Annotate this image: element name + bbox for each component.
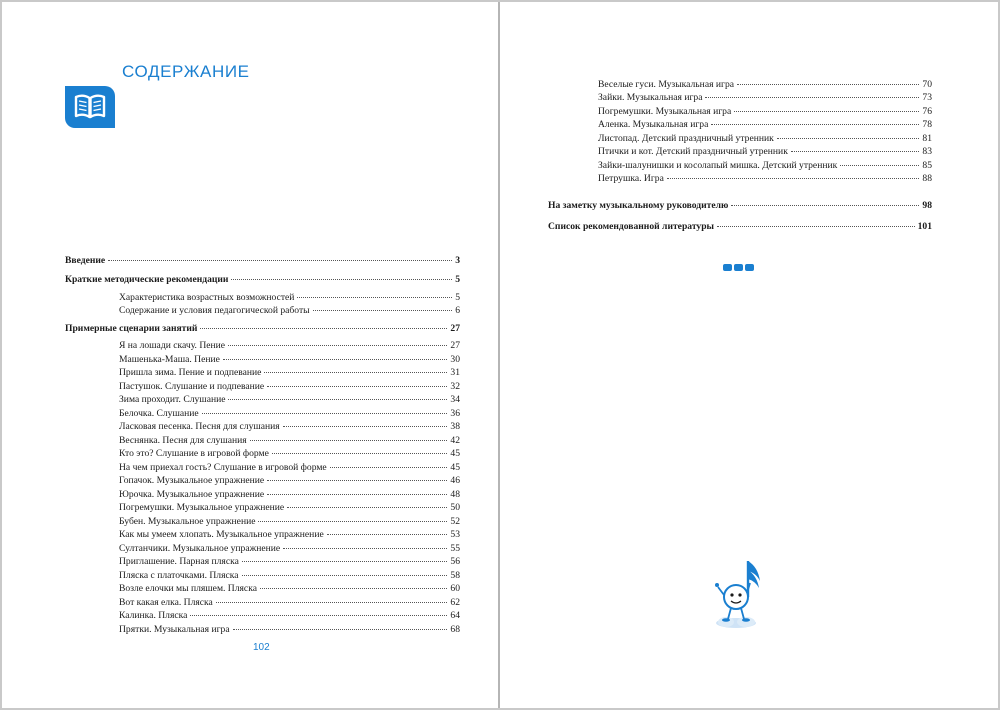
- toc-entry-title: Кто это? Слушание в игровой форме: [119, 448, 269, 460]
- toc-list-right: [598, 78, 932, 186]
- toc-entry-page: 60: [450, 583, 460, 595]
- dot-leader: [267, 494, 447, 495]
- toc-entry-title: Погремушки. Музыкальное упражнение: [119, 502, 285, 514]
- toc-entry[interactable]: [65, 353, 460, 366]
- toc-entry-page: 70: [922, 79, 932, 90]
- toc-entry[interactable]: [598, 172, 932, 185]
- toc-entry[interactable]: [65, 461, 460, 474]
- toc-entry[interactable]: [65, 488, 460, 501]
- dot-leader: [272, 453, 448, 454]
- toc-entry[interactable]: [65, 528, 460, 541]
- dot-leader: [791, 151, 920, 152]
- music-note-mascot-icon: [712, 557, 772, 636]
- toc-entry-page: 5: [455, 274, 460, 286]
- toc-entry-title: Примерные сценарии занятий: [65, 322, 198, 334]
- toc-entry-title: Возле елочки мы пляшем. Пляска: [119, 583, 257, 595]
- toc-entry-page: 38: [450, 421, 460, 433]
- toc-entry-title: Петрушка. Игра: [598, 173, 664, 185]
- dot-leader: [242, 575, 448, 576]
- toc-entry[interactable]: [598, 105, 932, 118]
- toc-entry-page: 32: [450, 380, 460, 392]
- page-title: СОДЕРЖАНИЕ: [122, 62, 250, 81]
- toc-list-left: [65, 254, 460, 636]
- toc-entry-title: Веснянка. Песня для слушания: [119, 434, 247, 446]
- dot-leader: [734, 111, 919, 112]
- toc-entry-title: Краткие методические рекомендации: [65, 274, 229, 286]
- toc-entry[interactable]: [65, 542, 460, 555]
- toc-entry[interactable]: [65, 501, 460, 514]
- toc-entry-page: 31: [450, 367, 460, 379]
- toc-entry-page: 46: [450, 475, 460, 487]
- toc-entry-title: Содержание и условия педагогической работы: [119, 305, 310, 317]
- toc-entry[interactable]: [65, 515, 460, 528]
- toc-entry-title: Вот какая елка. Пляска: [119, 596, 213, 608]
- dot-leader: [260, 588, 447, 589]
- toc-entry-title: Машенька-Маша. Пение: [119, 353, 220, 365]
- toc-entry[interactable]: [598, 91, 932, 104]
- open-book-icon: [65, 86, 115, 128]
- toc-entry-title: Список рекомендованной литературы: [548, 221, 715, 233]
- toc-entry-page: 78: [922, 119, 932, 131]
- toc-entry[interactable]: [65, 322, 460, 335]
- toc-entry[interactable]: [65, 555, 460, 568]
- toc-entry-page: 101: [917, 221, 932, 233]
- dot-leader: [200, 328, 447, 329]
- toc-entry[interactable]: [65, 304, 460, 317]
- toc-entry[interactable]: [65, 434, 460, 447]
- dot-leader: [267, 386, 447, 387]
- toc-entry-title: Гопачок. Музыкальное упражнение: [119, 475, 265, 487]
- toc-entry[interactable]: [65, 474, 460, 487]
- dot-leader: [216, 602, 448, 603]
- dot-leader: [717, 226, 915, 227]
- left-page: [2, 2, 498, 708]
- toc-entry-title: Прятки. Музыкальная игра: [119, 623, 230, 635]
- toc-entry[interactable]: [65, 254, 460, 267]
- toc-entry-page: 76: [922, 105, 932, 117]
- toc-entry-page: 34: [450, 394, 460, 406]
- toc-entry[interactable]: [65, 609, 460, 622]
- toc-entry[interactable]: [65, 623, 460, 636]
- toc-entry[interactable]: [65, 447, 460, 460]
- toc-entry-title: Султанчики. Музыкальное упражнение: [119, 542, 281, 554]
- toc-entry[interactable]: [598, 78, 932, 91]
- toc-entry[interactable]: [65, 273, 460, 286]
- toc-entry-title: На чем приехал гость? Слушание в игровой форме: [119, 461, 327, 473]
- toc-entry-title: Погремушки. Музыкальная игра: [598, 105, 732, 117]
- toc-entry-page: 68: [450, 623, 460, 635]
- toc-entry-title: Зайки. Музыкальная игра: [598, 92, 703, 104]
- toc-entry-page: 83: [922, 146, 932, 158]
- toc-entry-title: Характеристика возрастных возможностей: [119, 291, 295, 303]
- toc-entry-title: Бубен. Музыкальное упражнение: [119, 515, 256, 527]
- toc-entry-page: 30: [450, 353, 460, 365]
- dot-leader: [228, 399, 447, 400]
- dot-leader: [737, 84, 919, 85]
- toc-entry[interactable]: [598, 145, 932, 158]
- toc-entry-page: 27: [450, 340, 460, 352]
- toc-entry-page: 88: [922, 173, 932, 185]
- toc-entry-title: Листопад. Детский праздничный утренник: [598, 132, 774, 144]
- toc-entry[interactable]: [65, 366, 460, 379]
- toc-entry-page: 42: [450, 434, 460, 446]
- toc-entry[interactable]: [65, 569, 460, 582]
- dot-leader: [258, 521, 447, 522]
- toc-entry-page: 52: [450, 515, 460, 527]
- page-number: 102: [253, 642, 270, 653]
- toc-entry-page: 73: [922, 92, 932, 104]
- dot-leader: [297, 297, 452, 298]
- toc-entry[interactable]: [548, 199, 932, 212]
- dot-leader: [283, 426, 448, 427]
- toc-entry-page: 45: [450, 461, 460, 473]
- dot-leader: [267, 480, 447, 481]
- toc-entry[interactable]: [65, 393, 460, 406]
- toc-entry-page: 48: [450, 488, 460, 500]
- toc-entry[interactable]: [598, 132, 932, 145]
- toc-entry-title: На заметку музыкальному руководителю: [548, 200, 729, 211]
- toc-entry-title: Птички и кот. Детский праздничный утренник: [598, 146, 788, 158]
- dot-leader: [840, 165, 919, 166]
- toc-entry[interactable]: [65, 291, 460, 304]
- dot-leader: [287, 507, 447, 508]
- toc-entry-page: 85: [922, 159, 932, 171]
- dot-leader: [242, 561, 448, 562]
- toc-entry-title: Зима проходит. Слушание: [119, 394, 226, 406]
- toc-entry-page: 5: [455, 291, 460, 303]
- toc-entry-title: Юрочка. Музыкальное упражнение: [119, 488, 265, 500]
- dot-leader: [228, 345, 447, 346]
- toc-entry[interactable]: [598, 118, 932, 131]
- toc-entry-title: Белочка. Слушание: [119, 407, 199, 419]
- dot-leader: [223, 359, 448, 360]
- dot-leader: [731, 205, 919, 206]
- toc-entry[interactable]: [65, 596, 460, 609]
- dot-leader: [711, 124, 919, 125]
- dot-leader: [705, 97, 919, 98]
- dot-leader: [233, 629, 448, 630]
- toc-entry-page: 64: [450, 610, 460, 622]
- toc-entry-page: 50: [450, 502, 460, 514]
- toc-entry-page: 27: [450, 322, 460, 334]
- dot-leader: [202, 413, 448, 414]
- toc-entry-page: 62: [450, 596, 460, 608]
- toc-entry-page: 81: [922, 132, 932, 144]
- dot-leader: [250, 440, 448, 441]
- toc-list-right-sections: [548, 199, 932, 234]
- toc-entry-title: Пастушок. Слушание и подпевание: [119, 380, 265, 392]
- dot-leader: [264, 372, 447, 373]
- decorative-bars: [723, 258, 756, 276]
- dot-leader: [777, 138, 920, 139]
- toc-entry-page: 98: [922, 200, 932, 211]
- dot-leader: [667, 178, 920, 179]
- toc-entry[interactable]: [65, 420, 460, 433]
- dot-leader: [231, 279, 452, 280]
- toc-entry-page: 56: [450, 556, 460, 568]
- toc-entry-title: Аленка. Музыкальная игра: [598, 119, 709, 131]
- toc-entry-title: Введение: [65, 255, 106, 266]
- toc-entry-page: 6: [455, 305, 460, 317]
- toc-entry-title: Как мы умеем хлопать. Музыкальное упражнение: [119, 529, 324, 541]
- toc-entry-page: 45: [450, 448, 460, 460]
- dot-leader: [108, 260, 452, 261]
- dot-leader: [283, 548, 447, 549]
- toc-entry[interactable]: [65, 582, 460, 595]
- right-page: [500, 2, 998, 708]
- toc-entry[interactable]: [65, 380, 460, 393]
- toc-entry-page: 53: [450, 529, 460, 541]
- dot-leader: [330, 467, 448, 468]
- toc-entry-title: Пляска с платочками. Пляска: [119, 569, 239, 581]
- toc-entry-title: Пришла зима. Пение и подпевание: [119, 367, 262, 379]
- toc-entry-page: 36: [450, 407, 460, 419]
- dot-leader: [313, 310, 453, 311]
- toc-entry-page: 3: [455, 255, 460, 266]
- toc-entry[interactable]: [65, 339, 460, 352]
- toc-entry-title: Ласковая песенка. Песня для слушания: [119, 421, 280, 433]
- toc-entry[interactable]: [598, 159, 932, 172]
- toc-entry-page: 55: [450, 542, 460, 554]
- toc-entry-title: Калинка. Пляска: [119, 610, 188, 622]
- toc-entry[interactable]: [548, 220, 932, 233]
- toc-entry[interactable]: [65, 407, 460, 420]
- toc-entry-title: Веселые гуси. Музыкальная игра: [598, 79, 735, 90]
- toc-entry-title: Приглашение. Парная пляска: [119, 556, 239, 568]
- toc-entry-page: 58: [450, 569, 460, 581]
- dot-leader: [190, 615, 447, 616]
- toc-entry-title: Я на лошади скачу. Пение: [119, 340, 226, 352]
- dot-leader: [327, 534, 448, 535]
- toc-entry-title: Зайки-шалунишки и косолапый мишка. Детский утренник: [598, 159, 838, 171]
